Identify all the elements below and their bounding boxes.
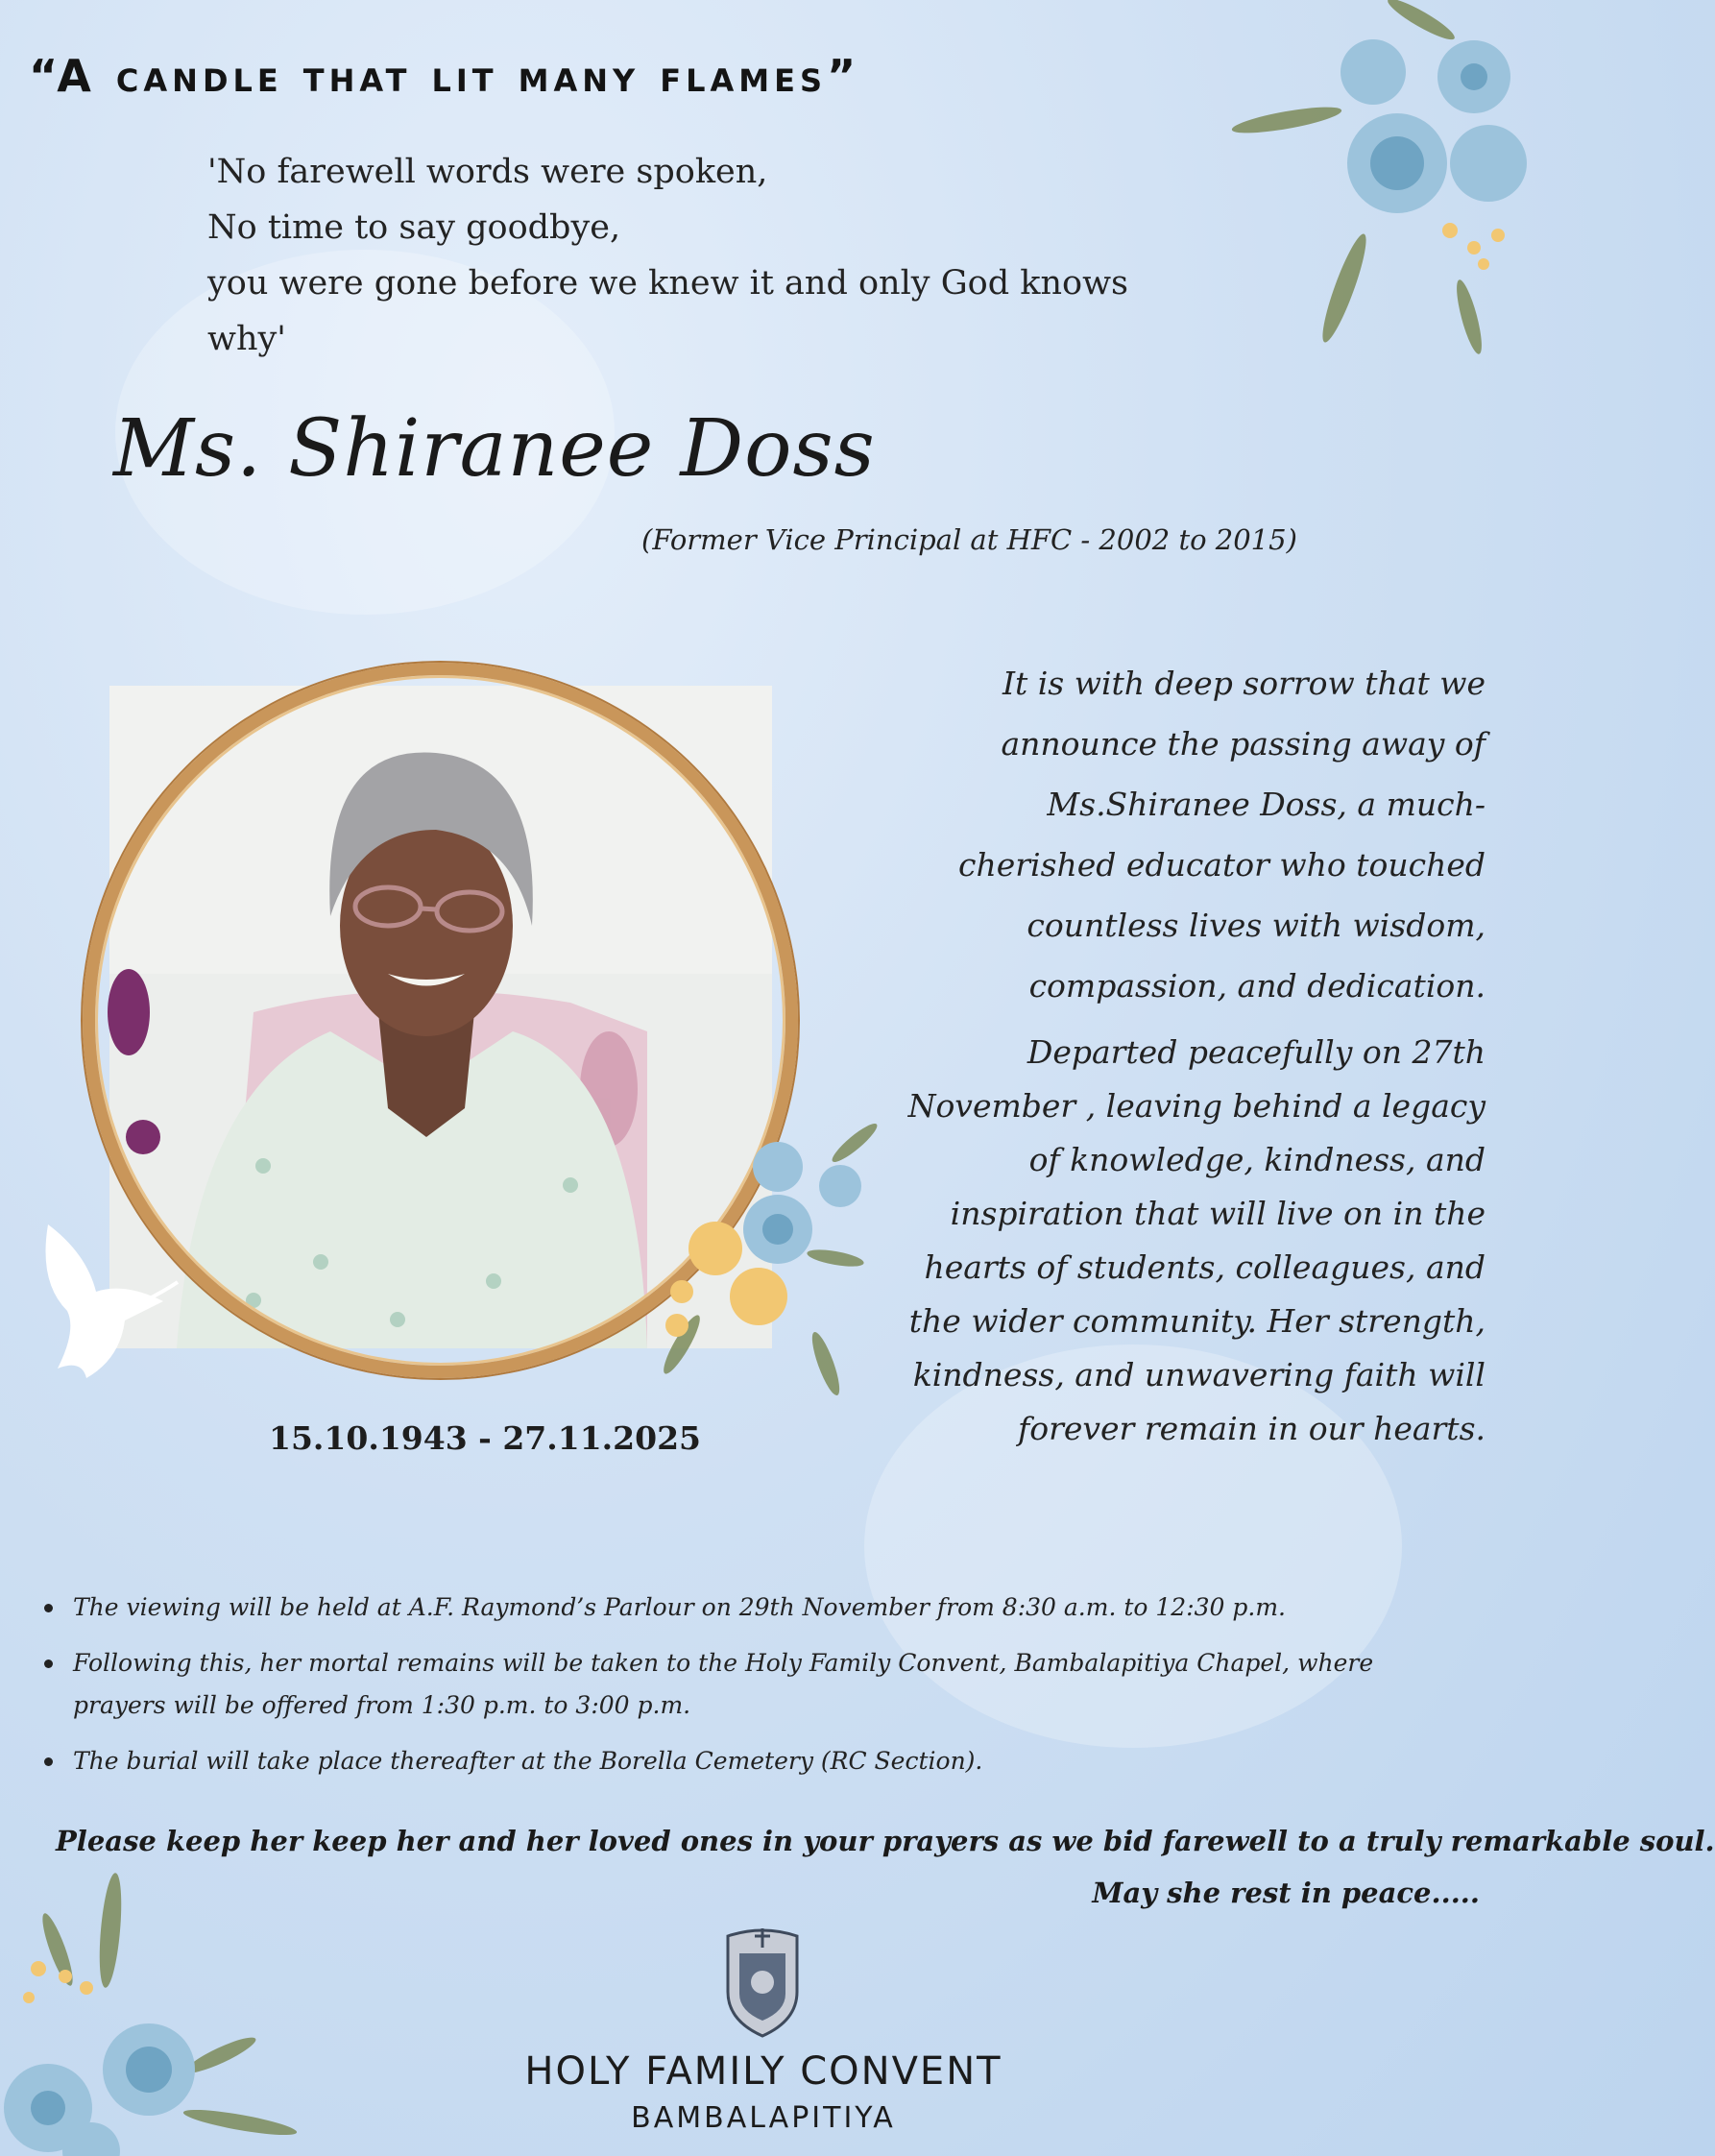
school-name: HOLY FAMILY CONVENT: [524, 2049, 1002, 2094]
floral-decoration-top-right: [1229, 0, 1524, 355]
dove-icon: [29, 1215, 182, 1388]
school-location: BAMBALAPITIYA: [631, 2101, 896, 2135]
crest-icon: [718, 1925, 807, 2040]
announcement: [890, 653, 1486, 1456]
floral-decoration-bottom-left: [0, 1873, 317, 2156]
headline: “A candle that lit many flames”: [29, 50, 861, 102]
list-item: The viewing will be held at A.F. Raymond’s Parlour on 29th November from 8:30 a.m. to 12:30 p.m.: [38, 1587, 1421, 1629]
poem-line: 'No farewell words were spoken,: [207, 153, 768, 191]
list-item: The burial will take place thereafter at the Borella Cemetery (RC Section).: [38, 1740, 1421, 1782]
poem: [207, 144, 1168, 367]
announcement-paragraph: Departed peacefully on 27th November , leaving behind a legacy of knowledge, kindness, and inspiration that will live on in the hearts of students, colleagues, and the wider community. Her strength, kindness, and unwavering faith will forever remain in our hearts.: [907, 1033, 1486, 1447]
list-item: Following this, her mortal remains will be taken to the Holy Family Convent, Bambalapitiya Chapel, where prayers will be offered from 1:30 p.m. to 3:00 p.m.: [38, 1642, 1421, 1727]
poem-line: you were gone before we knew it and only God knows why': [207, 264, 1128, 358]
floral-decoration-portrait: [634, 1104, 883, 1393]
poem-line: No time to say goodbye,: [207, 208, 621, 247]
deceased-name: Ms. Shiranee Doss: [113, 403, 876, 495]
former-role: (Former Vice Principal at HFC - 2002 to 2015): [641, 523, 1297, 556]
funeral-arrangements: [38, 1587, 1421, 1796]
life-dates: 15.10.1943 - 27.11.2025: [269, 1419, 702, 1457]
rest-in-peace: May she rest in peace.....: [1092, 1877, 1480, 1909]
announcement-paragraph: It is with deep sorrow that we announce the passing away of Ms.Shiranee Doss, a much-cherished educator who touched countless lives with wisdom, compassion, and dedication.: [957, 665, 1486, 1005]
prayer-request: Please keep her keep her and her loved ones in your prayers as we bid farewell to a truly remarkable soul.: [56, 1825, 1715, 1857]
